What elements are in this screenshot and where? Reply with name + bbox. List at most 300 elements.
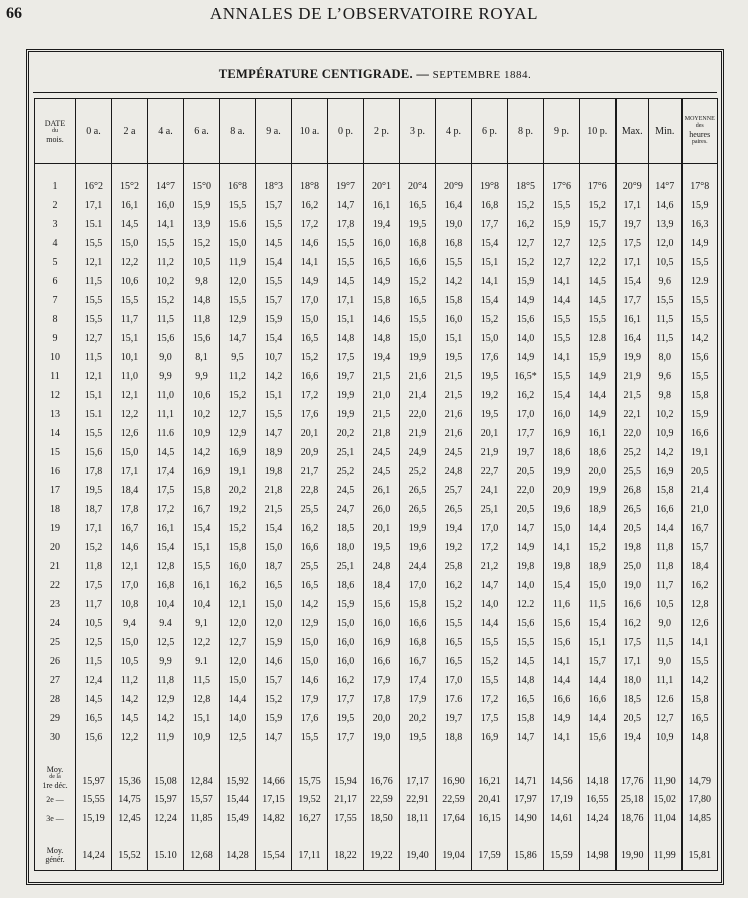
- moy-label: Moy.: [46, 765, 64, 774]
- spacer-cell: [682, 747, 718, 760]
- temperature-cell: 15,4: [256, 253, 292, 272]
- temperature-cell: 15,4: [544, 576, 580, 595]
- spacer-cell: [436, 828, 472, 840]
- temperature-cell: 17,0: [112, 576, 148, 595]
- temperature-cell: 19,8: [508, 557, 544, 576]
- temperature-cell: 12,4: [76, 671, 112, 690]
- temperature-cell: 19,9: [328, 386, 364, 405]
- day-cell: 19: [35, 519, 76, 538]
- table-row: [35, 557, 718, 576]
- temperature-cell: 20,9: [292, 443, 328, 462]
- decade-value: 14,85: [682, 809, 718, 828]
- decade-value: 15,75: [292, 760, 328, 790]
- temperature-cell: 15,2: [472, 310, 508, 329]
- mean-cell: 15,7: [682, 538, 718, 557]
- temperature-cell: 19°8: [472, 177, 508, 196]
- day-cell: 28: [35, 690, 76, 709]
- temperature-cell: 10,7: [256, 348, 292, 367]
- decade-value: 14,71: [508, 760, 544, 790]
- temperature-cell: 14,0: [220, 709, 256, 728]
- max-cell: 16,4: [616, 329, 649, 348]
- temperature-cell: 18°5: [508, 177, 544, 196]
- temperature-cell: 14,2: [148, 709, 184, 728]
- general-value: 12,68: [184, 840, 220, 871]
- temperature-cell: 12,5: [76, 633, 112, 652]
- decade-value: 15,49: [220, 809, 256, 828]
- decade-value: 15,94: [328, 760, 364, 790]
- temperature-cell: 12,8: [148, 557, 184, 576]
- temperature-cell: 15,5: [544, 367, 580, 386]
- mean-cell: 20,5: [682, 462, 718, 481]
- temperature-cell: 15,0: [220, 234, 256, 253]
- decade-value: 15,57: [184, 790, 220, 809]
- temperature-cell: 24,5: [328, 481, 364, 500]
- max-cell: 21,9: [616, 367, 649, 386]
- temperature-cell: 16,8: [436, 234, 472, 253]
- spacer-cell: [580, 747, 616, 760]
- temperature-cell: 20,0: [364, 709, 400, 728]
- min-cell: 10,5: [649, 253, 682, 272]
- temperature-cell: 16,1: [364, 196, 400, 215]
- temperature-cell: 14,9: [508, 538, 544, 557]
- min-cell: 11,8: [649, 538, 682, 557]
- mean-cell: 17°8: [682, 177, 718, 196]
- temperature-cell: 9,5: [220, 348, 256, 367]
- mean-cell: 15,9: [682, 196, 718, 215]
- spacer-cell: [148, 747, 184, 760]
- decade-value: 15,36: [112, 760, 148, 790]
- temperature-cell: 15,0: [112, 443, 148, 462]
- temperature-cell: 15.1: [76, 405, 112, 424]
- max-cell: 19,0: [616, 576, 649, 595]
- temperature-cell: 17,8: [364, 690, 400, 709]
- temperature-cell: 15,5: [328, 234, 364, 253]
- temperature-cell: 26,1: [364, 481, 400, 500]
- mean-cell: 12,8: [682, 595, 718, 614]
- temperature-cell: 14,1: [292, 253, 328, 272]
- spacer-cell: [35, 828, 76, 840]
- min-cell: 9,0: [649, 614, 682, 633]
- general-value: 15,59: [544, 840, 580, 871]
- temperature-cell: 14,7: [508, 728, 544, 747]
- temperature-cell: 16,5: [292, 329, 328, 348]
- temperature-cell: 17,7: [508, 424, 544, 443]
- temperature-cell: 17,2: [148, 500, 184, 519]
- temperature-cell: 14,5: [112, 709, 148, 728]
- max-cell: 22,0: [616, 424, 649, 443]
- day-cell: 16: [35, 462, 76, 481]
- max-cell: 17,5: [616, 633, 649, 652]
- temperature-cell: 15,1: [112, 329, 148, 348]
- temperature-cell: 21,5: [436, 386, 472, 405]
- temperature-cell: 14,7: [328, 196, 364, 215]
- day-cell: 18: [35, 500, 76, 519]
- temperature-cell: 12,1: [220, 595, 256, 614]
- table-row: [35, 177, 718, 196]
- max-cell: 18,0: [616, 671, 649, 690]
- temperature-cell: 24,5: [364, 462, 400, 481]
- table-row: [35, 253, 718, 272]
- temperature-cell: 14,8: [508, 671, 544, 690]
- temperature-cell: 14,8: [364, 329, 400, 348]
- temperature-cell: 14,9: [508, 348, 544, 367]
- day-cell: 13: [35, 405, 76, 424]
- temperature-cell: 15,7: [256, 291, 292, 310]
- temperature-cell: 21,5: [256, 500, 292, 519]
- temperature-cell: 15,2: [76, 538, 112, 557]
- temperature-table: [34, 98, 718, 871]
- temperature-cell: 21,2: [472, 557, 508, 576]
- temperature-cell: 18,6: [580, 443, 616, 462]
- day-cell: 30: [35, 728, 76, 747]
- temperature-cell: 13,9: [184, 215, 220, 234]
- decade-value: 11,90: [649, 760, 682, 790]
- mean-cell: 15,5: [682, 291, 718, 310]
- table-row: [35, 728, 718, 747]
- temperature-cell: 15,4: [580, 614, 616, 633]
- temperature-cell: 14,9: [508, 291, 544, 310]
- spacer-cell: [112, 164, 148, 178]
- mean-header: [682, 99, 718, 164]
- mean-cell: 16,2: [682, 576, 718, 595]
- temperature-cell: 10,5: [112, 652, 148, 671]
- max-cell: 17,5: [616, 234, 649, 253]
- decade-name: 1re déc.: [42, 781, 68, 790]
- decade-value: 15,97: [148, 790, 184, 809]
- hour-header: 2 a: [112, 99, 148, 164]
- table-row: [35, 690, 718, 709]
- temperature-cell: 15,7: [256, 671, 292, 690]
- temperature-cell: 19,0: [436, 215, 472, 234]
- temperature-cell: 15,5: [112, 291, 148, 310]
- min-cell: 8,0: [649, 348, 682, 367]
- temperature-cell: 15,5: [472, 633, 508, 652]
- temperature-cell: 16,8: [148, 576, 184, 595]
- temperature-cell: 25,2: [400, 462, 436, 481]
- day-cell: 11: [35, 367, 76, 386]
- spacer-cell: [112, 828, 148, 840]
- min-cell: 14,6: [649, 196, 682, 215]
- decade-label: [35, 809, 76, 828]
- table-row: [35, 234, 718, 253]
- decade-value: 21,17: [328, 790, 364, 809]
- temperature-cell: 20,1: [364, 519, 400, 538]
- temperature-cell: 16,7: [400, 652, 436, 671]
- temperature-cell: 14,7: [472, 576, 508, 595]
- temperature-cell: 15,2: [400, 272, 436, 291]
- temperature-cell: 12,2: [112, 253, 148, 272]
- decade-value: 16,27: [292, 809, 328, 828]
- temperature-cell: 18,8: [436, 728, 472, 747]
- temperature-cell: 14,2: [436, 272, 472, 291]
- temperature-cell: 16,7: [184, 500, 220, 519]
- spacer-cell: [364, 747, 400, 760]
- temperature-cell: 14,4: [544, 291, 580, 310]
- decade-value: 14,82: [256, 809, 292, 828]
- temperature-cell: 12,9: [148, 690, 184, 709]
- spacer-cell: [256, 747, 292, 760]
- temperature-cell: 15,5: [256, 405, 292, 424]
- temperature-cell: 15,0: [400, 329, 436, 348]
- spacer-cell: [184, 164, 220, 178]
- temperature-cell: 20°4: [400, 177, 436, 196]
- spacer-cell: [649, 828, 682, 840]
- day-cell: 8: [35, 310, 76, 329]
- temperature-cell: 19,5: [400, 728, 436, 747]
- decade-value: 17,55: [328, 809, 364, 828]
- temperature-cell: 14,1: [544, 272, 580, 291]
- temperature-cell: 15,1: [76, 386, 112, 405]
- temperature-cell: 19,5: [472, 405, 508, 424]
- day-cell: 9: [35, 329, 76, 348]
- temperature-cell: 12,7: [220, 633, 256, 652]
- temperature-cell: 16,0: [148, 196, 184, 215]
- temperature-cell: 9,9: [184, 367, 220, 386]
- decade-value: 19,52: [292, 790, 328, 809]
- day-cell: 26: [35, 652, 76, 671]
- spacer-cell: [472, 747, 508, 760]
- temperature-cell: 19,6: [544, 500, 580, 519]
- max-cell: 20,5: [616, 709, 649, 728]
- date-header-line1: DATE: [44, 118, 66, 128]
- temperature-cell: 16,6: [400, 614, 436, 633]
- temperature-cell: 15,9: [256, 709, 292, 728]
- day-cell: 27: [35, 671, 76, 690]
- temperature-cell: 16,1: [184, 576, 220, 595]
- temperature-cell: 17,1: [112, 462, 148, 481]
- temperature-cell: 15,0: [472, 329, 508, 348]
- hour-header: 10 p.: [580, 99, 616, 164]
- decade-value: 14,66: [256, 760, 292, 790]
- temperature-cell: 12,0: [256, 614, 292, 633]
- max-cell: 17,1: [616, 253, 649, 272]
- day-cell: 15: [35, 443, 76, 462]
- temperature-cell: 15,2: [148, 291, 184, 310]
- spacer-cell: [220, 828, 256, 840]
- temperature-cell: 16,5: [400, 196, 436, 215]
- temperature-cell: 15,9: [328, 595, 364, 614]
- temperature-cell: 19,7: [508, 443, 544, 462]
- temperature-cell: 15,6: [184, 329, 220, 348]
- temperature-cell: 24,1: [472, 481, 508, 500]
- temperature-cell: 9,8: [184, 272, 220, 291]
- min-cell: 12,0: [649, 234, 682, 253]
- decade-value: 17,15: [256, 790, 292, 809]
- temperature-cell: 12,0: [220, 614, 256, 633]
- temperature-cell: 14,9: [544, 709, 580, 728]
- decade-value: 17,97: [508, 790, 544, 809]
- spacer-cell: [328, 828, 364, 840]
- table-row: [35, 329, 718, 348]
- temperature-cell: 14,7: [220, 329, 256, 348]
- max-cell: 19,4: [616, 728, 649, 747]
- mean-cell: 15,6: [682, 348, 718, 367]
- min-cell: 14,2: [649, 443, 682, 462]
- spacer-cell: [682, 164, 718, 178]
- min-cell: 10,5: [649, 595, 682, 614]
- decade-value: 15,02: [649, 790, 682, 809]
- temperature-cell: 12,9: [220, 310, 256, 329]
- mean-cell: 19,1: [682, 443, 718, 462]
- temperature-cell: 19,4: [364, 348, 400, 367]
- spacer-cell: [328, 747, 364, 760]
- decade-value: 15,19: [76, 809, 112, 828]
- max-cell: 20,5: [616, 519, 649, 538]
- temperature-cell: 18,6: [328, 576, 364, 595]
- temperature-cell: 14,1: [472, 272, 508, 291]
- temperature-cell: 15,9: [580, 348, 616, 367]
- mean-cell: 15,5: [682, 652, 718, 671]
- mean-cell: 14,2: [682, 329, 718, 348]
- max-cell: 18,5: [616, 690, 649, 709]
- temperature-cell: 21,6: [436, 424, 472, 443]
- temperature-cell: 17,2: [292, 215, 328, 234]
- general-value: 18,22: [328, 840, 364, 871]
- temperature-cell: 19,5: [364, 538, 400, 557]
- temperature-cell: 10,1: [112, 348, 148, 367]
- temperature-cell: 16,5: [436, 652, 472, 671]
- spacer-cell: [184, 747, 220, 760]
- general-value: 14,24: [76, 840, 112, 871]
- temperature-cell: 19,7: [436, 709, 472, 728]
- mean-cell: 15,5: [682, 253, 718, 272]
- temperature-cell: 14,0: [508, 329, 544, 348]
- temperature-cell: 14,1: [544, 348, 580, 367]
- temperature-cell: 18,7: [256, 557, 292, 576]
- general-value: 19,22: [364, 840, 400, 871]
- temperature-cell: 17,6: [472, 348, 508, 367]
- temperature-cell: 15,6: [148, 329, 184, 348]
- temperature-cell: 17,9: [364, 671, 400, 690]
- general-value: 15,54: [256, 840, 292, 871]
- spacer-cell: [508, 828, 544, 840]
- general-value: 19,04: [436, 840, 472, 871]
- temperature-cell: 15,5: [292, 728, 328, 747]
- temperature-cell: 20°9: [436, 177, 472, 196]
- temperature-cell: 15,0: [112, 234, 148, 253]
- temperature-cell: 24,5: [436, 443, 472, 462]
- table-row: [35, 291, 718, 310]
- temperature-cell: 25,5: [292, 500, 328, 519]
- temperature-cell: 19,5: [76, 481, 112, 500]
- spacer-cell: [364, 828, 400, 840]
- spacer-cell: [35, 164, 76, 178]
- decade-value: 14,61: [544, 809, 580, 828]
- temperature-cell: 16,6: [580, 690, 616, 709]
- spacer-cell: [184, 828, 220, 840]
- temperature-cell: 11,8: [148, 671, 184, 690]
- temperature-cell: 19,5: [436, 348, 472, 367]
- max-cell: 19,7: [616, 215, 649, 234]
- temperature-cell: 12,2: [580, 253, 616, 272]
- hour-header: 3 p.: [400, 99, 436, 164]
- decade-value: 11,04: [649, 809, 682, 828]
- temperature-cell: 21,8: [364, 424, 400, 443]
- temperature-cell: 14,8: [328, 329, 364, 348]
- temperature-cell: 21,9: [400, 424, 436, 443]
- temperature-cell: 10,2: [148, 272, 184, 291]
- temperature-cell: 19,9: [400, 348, 436, 367]
- mean-header-line1: MOYENNE: [684, 116, 715, 122]
- temperature-cell: 19,4: [364, 215, 400, 234]
- temperature-cell: 17,0: [472, 519, 508, 538]
- temperature-cell: 20,0: [580, 462, 616, 481]
- temperature-cell: 12,5: [148, 633, 184, 652]
- temperature-cell: 10,9: [184, 424, 220, 443]
- temperature-cell: 16,2: [292, 519, 328, 538]
- temperature-cell: 15,9: [184, 196, 220, 215]
- mean-cell: 16,7: [682, 519, 718, 538]
- temperature-cell: 12,7: [544, 234, 580, 253]
- temperature-cell: 15,5: [76, 310, 112, 329]
- temperature-cell: 14,2: [256, 367, 292, 386]
- temperature-cell: 24,4: [400, 557, 436, 576]
- temperature-cell: 15,9: [256, 633, 292, 652]
- general-value: 17,59: [472, 840, 508, 871]
- temperature-cell: 19,5: [400, 215, 436, 234]
- hour-header: 10 a.: [292, 99, 328, 164]
- decade-value: 14,90: [508, 809, 544, 828]
- temperature-cell: 15,6: [508, 614, 544, 633]
- temperature-cell: 15,2: [580, 538, 616, 557]
- temperature-cell: 12,8: [184, 690, 220, 709]
- temperature-cell: 14,4: [580, 519, 616, 538]
- mean-cell: 12.9: [682, 272, 718, 291]
- temperature-cell: 15,0: [544, 519, 580, 538]
- header-row: [35, 99, 718, 164]
- table-row: [35, 614, 718, 633]
- temperature-cell: 14,5: [508, 652, 544, 671]
- temperature-cell: 12,5: [220, 728, 256, 747]
- temperature-cell: 20,1: [292, 424, 328, 443]
- decade-name: 3e —: [46, 814, 64, 823]
- temperature-cell: 12,2: [112, 405, 148, 424]
- temperature-cell: 10,2: [184, 405, 220, 424]
- temperature-cell: 15°2: [112, 177, 148, 196]
- temperature-cell: 17,1: [328, 291, 364, 310]
- hour-header: 0 a.: [76, 99, 112, 164]
- temperature-cell: 12,2: [112, 728, 148, 747]
- temperature-cell: 15,2: [256, 690, 292, 709]
- table-row: [35, 538, 718, 557]
- temperature-cell: 15,6: [76, 728, 112, 747]
- hour-header: 2 p.: [364, 99, 400, 164]
- temperature-cell: 16,9: [472, 728, 508, 747]
- decade-value: 17,64: [436, 809, 472, 828]
- spacer-cell: [544, 828, 580, 840]
- min-cell: 9,6: [649, 367, 682, 386]
- temperature-cell: 15,0: [256, 538, 292, 557]
- decade-value: 17,19: [544, 790, 580, 809]
- max-header: Max.: [616, 99, 649, 164]
- general-label: [35, 840, 76, 871]
- temperature-cell: 20°1: [364, 177, 400, 196]
- mean-cell: 15,9: [682, 405, 718, 424]
- temperature-cell: 19,1: [220, 462, 256, 481]
- temperature-cell: 17,4: [148, 462, 184, 481]
- hour-header: 8 p.: [508, 99, 544, 164]
- temperature-cell: 14,6: [292, 671, 328, 690]
- temperature-cell: 16,0: [544, 405, 580, 424]
- mean-cell: 12,6: [682, 614, 718, 633]
- temperature-cell: 17,0: [508, 405, 544, 424]
- temperature-cell: 14°7: [148, 177, 184, 196]
- temperature-cell: 15°0: [184, 177, 220, 196]
- temperature-cell: 15,1: [184, 538, 220, 557]
- temperature-cell: 17.6: [436, 690, 472, 709]
- table-row: [35, 424, 718, 443]
- temperature-cell: 15,1: [436, 329, 472, 348]
